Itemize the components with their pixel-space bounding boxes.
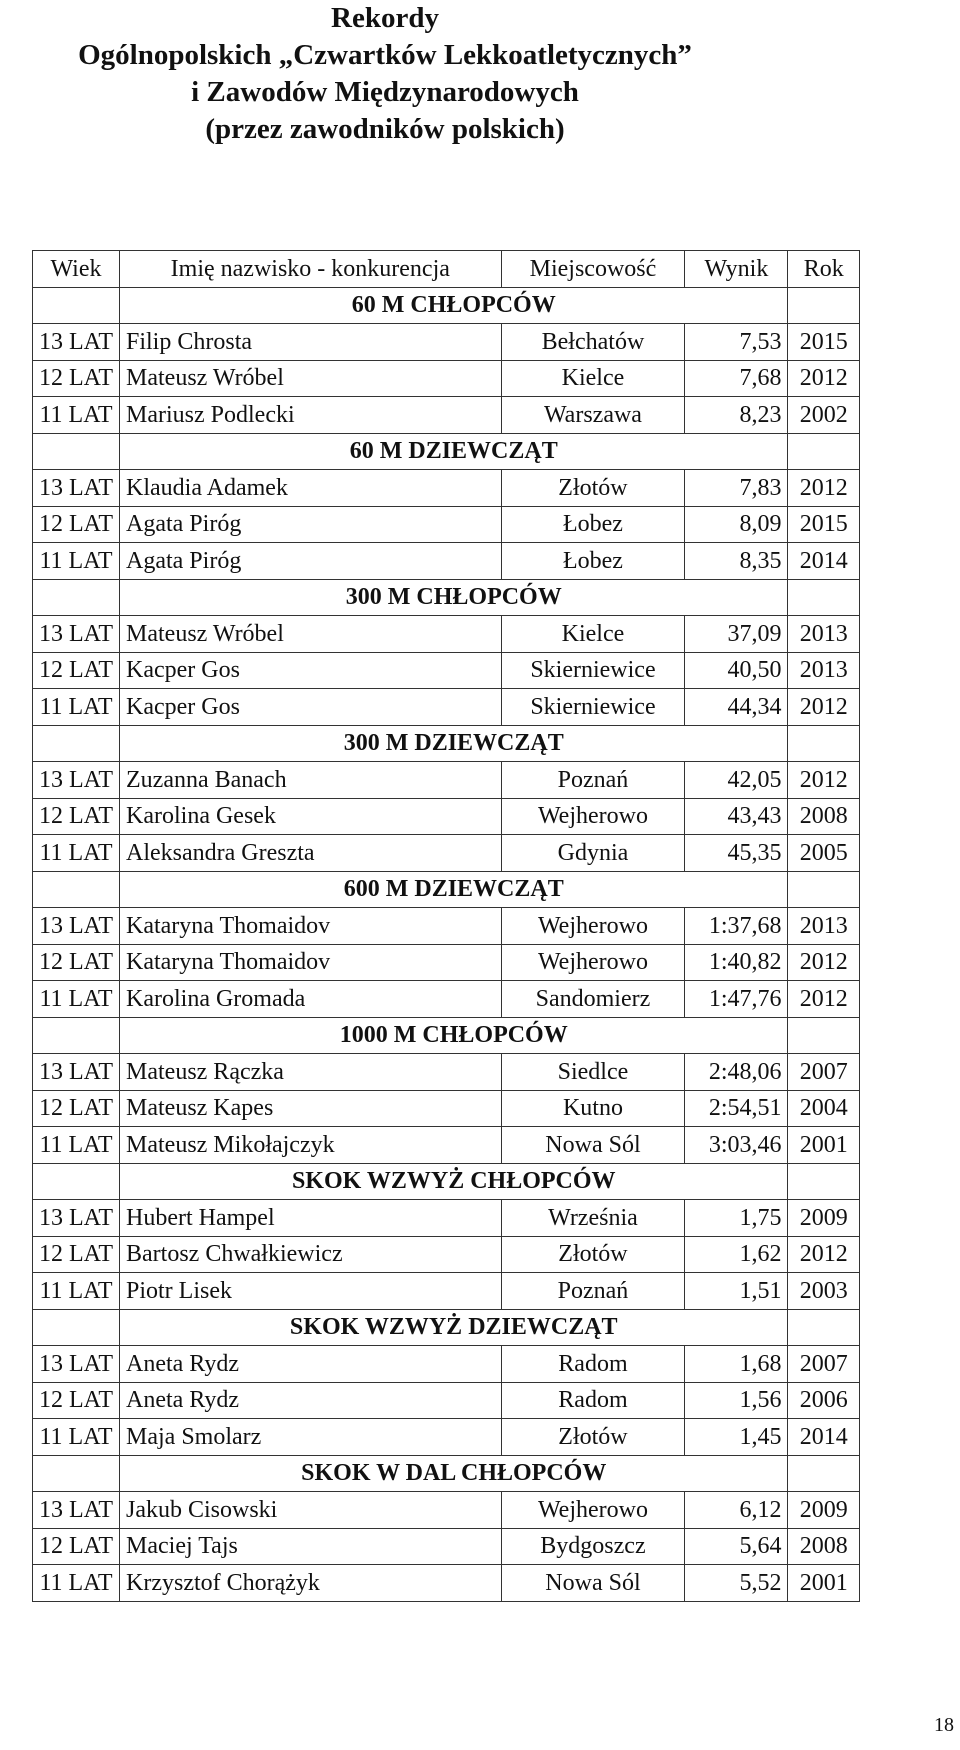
cell-result: 1,68 (685, 1346, 788, 1383)
cell-age: 13 LAT (33, 1346, 120, 1383)
section-empty-cell (33, 579, 120, 616)
section-title: SKOK W DAL CHŁOPCÓW (120, 1455, 788, 1492)
cell-name: Mateusz Kapes (120, 1090, 502, 1127)
cell-name: Kacper Gos (120, 689, 502, 726)
cell-age: 12 LAT (33, 944, 120, 981)
cell-age: 13 LAT (33, 470, 120, 507)
cell-result: 7,68 (685, 360, 788, 397)
cell-age: 11 LAT (33, 397, 120, 434)
cell-year: 2013 (788, 652, 860, 689)
table-row (33, 1346, 860, 1383)
cell-result: 1,62 (685, 1236, 788, 1273)
table-row (33, 1382, 860, 1419)
table-header-row (33, 251, 860, 288)
table-row (33, 506, 860, 543)
cell-year: 2014 (788, 543, 860, 580)
cell-age: 12 LAT (33, 506, 120, 543)
table-row (33, 360, 860, 397)
cell-name: Piotr Lisek (120, 1273, 502, 1310)
cell-place: Kutno (501, 1090, 685, 1127)
cell-age: 11 LAT (33, 1273, 120, 1310)
section-header-row (33, 1309, 860, 1346)
cell-result: 1:47,76 (685, 981, 788, 1018)
cell-name: Karolina Gesek (120, 798, 502, 835)
cell-result: 8,23 (685, 397, 788, 434)
cell-name: Aneta Rydz (120, 1382, 502, 1419)
cell-age: 13 LAT (33, 1054, 120, 1091)
title-line-4: (przez zawodników polskich) (205, 113, 565, 145)
cell-age: 13 LAT (33, 324, 120, 361)
cell-place: Siedlce (501, 1054, 685, 1091)
section-empty-cell (33, 287, 120, 324)
cell-name: Maja Smolarz (120, 1419, 502, 1456)
section-title: 1000 M CHŁOPCÓW (120, 1017, 788, 1054)
cell-age: 12 LAT (33, 360, 120, 397)
cell-name: Filip Chrosta (120, 324, 502, 361)
cell-place: Gdynia (501, 835, 685, 872)
cell-place: Złotów (501, 1236, 685, 1273)
cell-name: Kataryna Thomaidov (120, 908, 502, 945)
cell-place: Radom (501, 1382, 685, 1419)
table-row (33, 1273, 860, 1310)
cell-age: 11 LAT (33, 1565, 120, 1602)
page-number: 18 (934, 1714, 954, 1736)
cell-age: 11 LAT (33, 543, 120, 580)
cell-result: 8,35 (685, 543, 788, 580)
cell-age: 13 LAT (33, 908, 120, 945)
table-row (33, 1528, 860, 1565)
cell-result: 44,34 (685, 689, 788, 726)
cell-result: 6,12 (685, 1492, 788, 1529)
cell-year: 2002 (788, 397, 860, 434)
cell-place: Wejherowo (501, 908, 685, 945)
cell-place: Łobez (501, 506, 685, 543)
cell-year: 2012 (788, 762, 860, 799)
cell-name: Mateusz Rączka (120, 1054, 502, 1091)
cell-year: 2004 (788, 1090, 860, 1127)
records-table-body (33, 251, 860, 1602)
table-row (33, 616, 860, 653)
cell-result: 1:37,68 (685, 908, 788, 945)
cell-age: 11 LAT (33, 835, 120, 872)
section-header-row (33, 579, 860, 616)
cell-name: Mateusz Wróbel (120, 616, 502, 653)
cell-year: 2015 (788, 324, 860, 361)
cell-year: 2005 (788, 835, 860, 872)
cell-name: Jakub Cisowski (120, 1492, 502, 1529)
cell-year: 2007 (788, 1346, 860, 1383)
cell-result: 1,75 (685, 1200, 788, 1237)
section-empty-cell (788, 287, 860, 324)
section-header-row (33, 287, 860, 324)
table-row (33, 944, 860, 981)
title-line-1: Rekordy (331, 2, 439, 34)
section-empty-cell (788, 1163, 860, 1200)
section-title: SKOK WZWYŻ DZIEWCZĄT (120, 1309, 788, 1346)
title-line-3: i Zawodów Międzynarodowych (191, 76, 579, 108)
cell-result: 7,53 (685, 324, 788, 361)
table-row (33, 1419, 860, 1456)
table-row (33, 324, 860, 361)
cell-age: 13 LAT (33, 1200, 120, 1237)
cell-place: Radom (501, 1346, 685, 1383)
cell-place: Września (501, 1200, 685, 1237)
cell-age: 12 LAT (33, 1382, 120, 1419)
table-row (33, 762, 860, 799)
section-empty-cell (33, 1309, 120, 1346)
cell-year: 2012 (788, 944, 860, 981)
cell-result: 5,64 (685, 1528, 788, 1565)
section-header-row (33, 1017, 860, 1054)
cell-name: Agata Piróg (120, 506, 502, 543)
table-row (33, 543, 860, 580)
section-empty-cell (33, 433, 120, 470)
cell-year: 2012 (788, 470, 860, 507)
table-row (33, 470, 860, 507)
cell-place: Złotów (501, 470, 685, 507)
cell-age: 11 LAT (33, 689, 120, 726)
table-row (33, 1200, 860, 1237)
cell-result: 42,05 (685, 762, 788, 799)
cell-result: 43,43 (685, 798, 788, 835)
section-empty-cell (33, 871, 120, 908)
cell-age: 12 LAT (33, 652, 120, 689)
cell-result: 2:54,51 (685, 1090, 788, 1127)
cell-year: 2015 (788, 506, 860, 543)
cell-year: 2012 (788, 1236, 860, 1273)
cell-place: Skierniewice (501, 652, 685, 689)
table-row (33, 1236, 860, 1273)
cell-year: 2001 (788, 1565, 860, 1602)
section-empty-cell (33, 725, 120, 762)
cell-year: 2006 (788, 1382, 860, 1419)
header-year: Rok (788, 251, 860, 288)
cell-place: Bydgoszcz (501, 1528, 685, 1565)
cell-year: 2012 (788, 981, 860, 1018)
section-empty-cell (788, 1017, 860, 1054)
section-empty-cell (788, 579, 860, 616)
cell-name: Aneta Rydz (120, 1346, 502, 1383)
cell-result: 1,56 (685, 1382, 788, 1419)
cell-result: 40,50 (685, 652, 788, 689)
section-header-row (33, 725, 860, 762)
cell-year: 2013 (788, 616, 860, 653)
cell-name: Mateusz Wróbel (120, 360, 502, 397)
cell-year: 2009 (788, 1200, 860, 1237)
cell-result: 8,09 (685, 506, 788, 543)
section-empty-cell (788, 1309, 860, 1346)
section-title: 600 M DZIEWCZĄT (120, 871, 788, 908)
header-result: Wynik (685, 251, 788, 288)
section-title: 60 M CHŁOPCÓW (120, 287, 788, 324)
cell-result: 1,45 (685, 1419, 788, 1456)
cell-name: Krzysztof Chorążyk (120, 1565, 502, 1602)
records-table (32, 250, 860, 1602)
cell-name: Bartosz Chwałkiewicz (120, 1236, 502, 1273)
section-empty-cell (33, 1455, 120, 1492)
cell-name: Maciej Tajs (120, 1528, 502, 1565)
cell-age: 12 LAT (33, 1090, 120, 1127)
cell-place: Kielce (501, 360, 685, 397)
table-row (33, 689, 860, 726)
section-title: SKOK WZWYŻ CHŁOPCÓW (120, 1163, 788, 1200)
cell-name: Zuzanna Banach (120, 762, 502, 799)
cell-name: Agata Piróg (120, 543, 502, 580)
cell-year: 2012 (788, 360, 860, 397)
cell-place: Nowa Sól (501, 1127, 685, 1164)
cell-result: 3:03,46 (685, 1127, 788, 1164)
table-row (33, 1565, 860, 1602)
table-row (33, 1054, 860, 1091)
cell-name: Aleksandra Greszta (120, 835, 502, 872)
table-row (33, 981, 860, 1018)
cell-year: 2014 (788, 1419, 860, 1456)
section-empty-cell (788, 725, 860, 762)
cell-place: Łobez (501, 543, 685, 580)
cell-result: 7,83 (685, 470, 788, 507)
cell-result: 1:40,82 (685, 944, 788, 981)
cell-name: Hubert Hampel (120, 1200, 502, 1237)
cell-age: 12 LAT (33, 798, 120, 835)
table-row (33, 1090, 860, 1127)
table-row (33, 835, 860, 872)
cell-year: 2007 (788, 1054, 860, 1091)
cell-name: Mateusz Mikołajczyk (120, 1127, 502, 1164)
cell-place: Skierniewice (501, 689, 685, 726)
cell-place: Wejherowo (501, 1492, 685, 1529)
section-empty-cell (33, 1017, 120, 1054)
cell-place: Złotów (501, 1419, 685, 1456)
cell-result: 5,52 (685, 1565, 788, 1602)
header-name: Imię nazwisko - konkurencja (120, 251, 502, 288)
cell-age: 11 LAT (33, 981, 120, 1018)
cell-age: 12 LAT (33, 1528, 120, 1565)
cell-place: Wejherowo (501, 944, 685, 981)
title-line-2: Ogólnopolskich „Czwartków Lekkoatletycznych” (78, 39, 692, 71)
cell-year: 2003 (788, 1273, 860, 1310)
section-header-row (33, 1163, 860, 1200)
header-place: Miejscowość (501, 251, 685, 288)
section-empty-cell (33, 1163, 120, 1200)
section-title: 300 M DZIEWCZĄT (120, 725, 788, 762)
cell-place: Poznań (501, 1273, 685, 1310)
cell-name: Kataryna Thomaidov (120, 944, 502, 981)
table-row (33, 1492, 860, 1529)
table-row (33, 397, 860, 434)
cell-year: 2012 (788, 689, 860, 726)
cell-result: 45,35 (685, 835, 788, 872)
cell-age: 11 LAT (33, 1127, 120, 1164)
header-age: Wiek (33, 251, 120, 288)
cell-name: Klaudia Adamek (120, 470, 502, 507)
table-row (33, 1127, 860, 1164)
cell-result: 37,09 (685, 616, 788, 653)
cell-place: Wejherowo (501, 798, 685, 835)
section-header-row (33, 433, 860, 470)
section-empty-cell (788, 1455, 860, 1492)
section-title: 60 M DZIEWCZĄT (120, 433, 788, 470)
cell-age: 13 LAT (33, 616, 120, 653)
cell-place: Sandomierz (501, 981, 685, 1018)
cell-age: 12 LAT (33, 1236, 120, 1273)
cell-result: 2:48,06 (685, 1054, 788, 1091)
cell-place: Nowa Sól (501, 1565, 685, 1602)
cell-name: Mariusz Podlecki (120, 397, 502, 434)
section-empty-cell (788, 433, 860, 470)
cell-name: Karolina Gromada (120, 981, 502, 1018)
table-row (33, 798, 860, 835)
cell-year: 2009 (788, 1492, 860, 1529)
cell-place: Bełchatów (501, 324, 685, 361)
cell-place: Poznań (501, 762, 685, 799)
table-row (33, 652, 860, 689)
cell-year: 2008 (788, 798, 860, 835)
cell-place: Warszawa (501, 397, 685, 434)
cell-result: 1,51 (685, 1273, 788, 1310)
cell-year: 2008 (788, 1528, 860, 1565)
cell-place: Kielce (501, 616, 685, 653)
section-title: 300 M CHŁOPCÓW (120, 579, 788, 616)
section-header-row (33, 871, 860, 908)
document-title (0, 0, 770, 148)
cell-age: 13 LAT (33, 1492, 120, 1529)
cell-name: Kacper Gos (120, 652, 502, 689)
cell-age: 13 LAT (33, 762, 120, 799)
section-empty-cell (788, 871, 860, 908)
table-row (33, 908, 860, 945)
cell-year: 2013 (788, 908, 860, 945)
cell-year: 2001 (788, 1127, 860, 1164)
cell-age: 11 LAT (33, 1419, 120, 1456)
section-header-row (33, 1455, 860, 1492)
